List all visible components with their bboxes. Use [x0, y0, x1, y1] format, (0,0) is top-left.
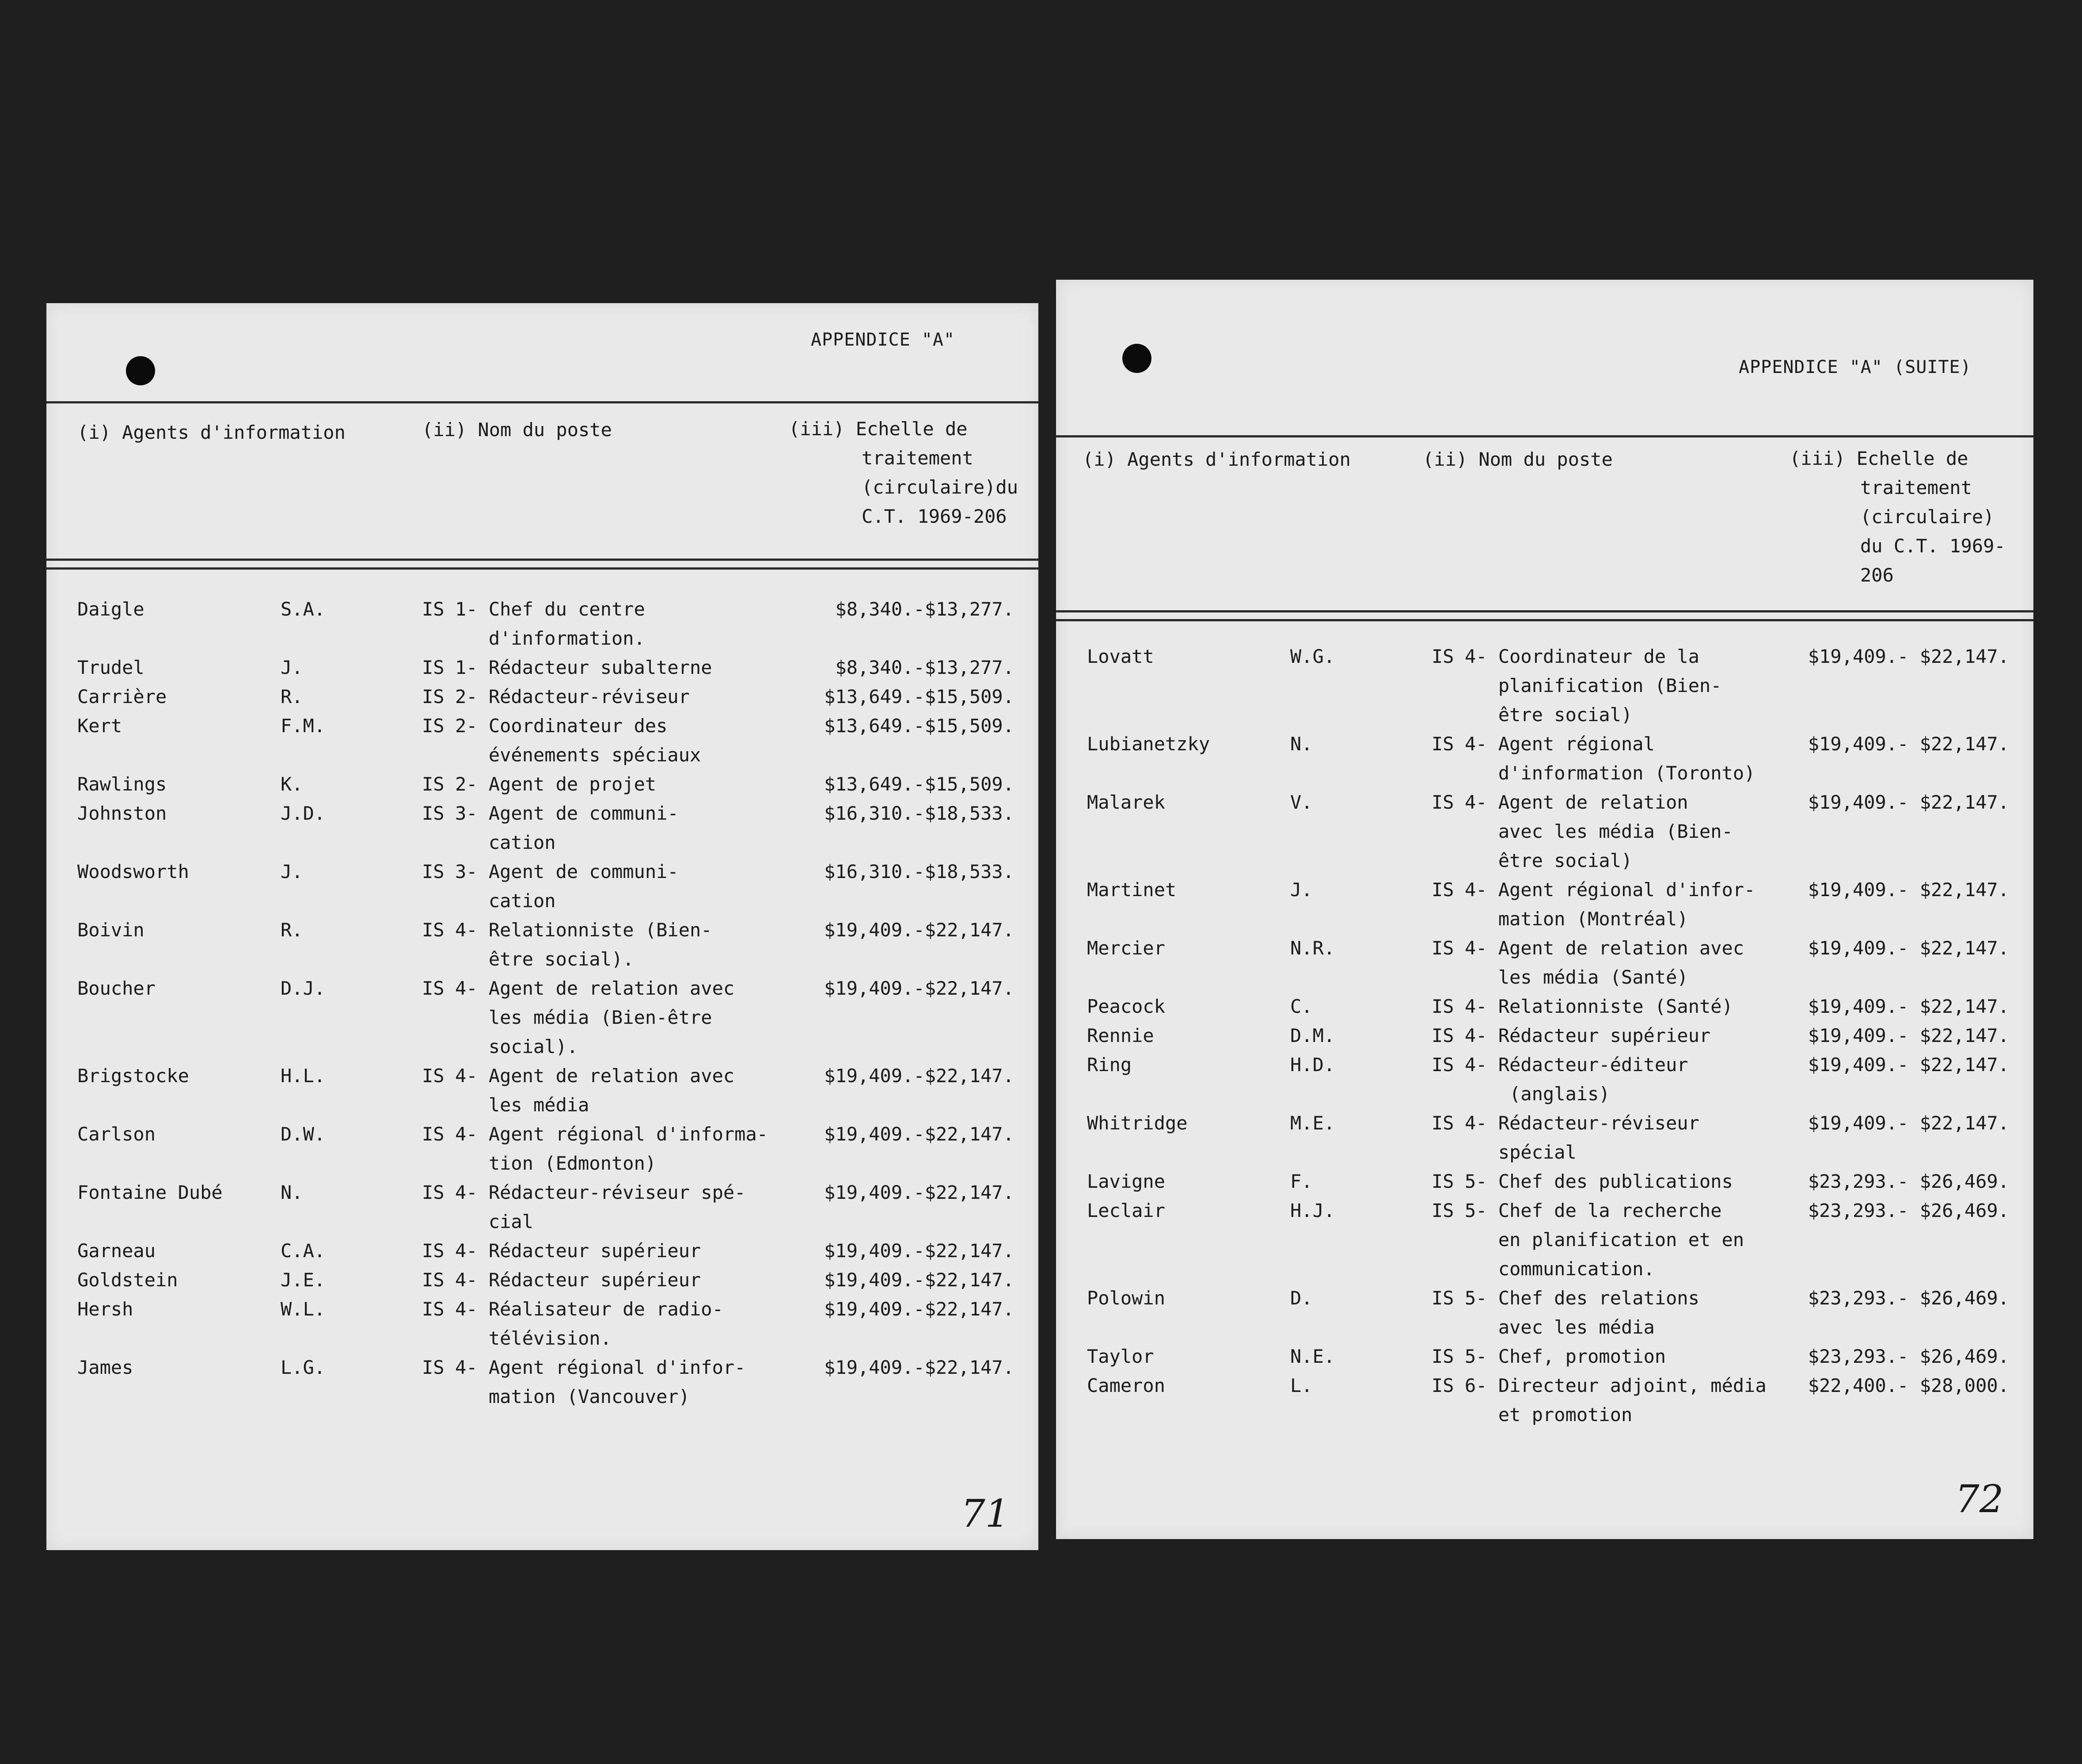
position-title-line: être social): [1465, 704, 1633, 726]
position-title-line: 4- Agent de relation: [1465, 791, 1688, 813]
agent-initials: J.: [281, 657, 303, 678]
position-title-line: événements spéciaux: [455, 744, 701, 766]
header-agents: (i) Agents d'information: [77, 422, 346, 443]
salary-range: $19,409.- $22,147.: [1808, 1054, 2009, 1076]
position-title-line: cation: [455, 890, 556, 912]
agent-initials: L.: [1290, 1375, 1313, 1396]
salary-range: $19,409.- $22,147.: [1808, 646, 2009, 667]
agent-initials: J.E.: [281, 1269, 326, 1291]
position-title-line: être social): [1465, 850, 1633, 871]
position-code: IS: [422, 1269, 445, 1291]
position-title-line: 5- Chef, promotion: [1465, 1346, 1666, 1367]
position-title-line: 4- Agent de relation avec: [455, 1065, 735, 1087]
agent-initials: S.A.: [281, 598, 326, 620]
agent-initials: J.: [281, 861, 303, 882]
position-title-line: 2- Agent de projet: [455, 773, 657, 795]
agent-initials: H.J.: [1290, 1200, 1335, 1221]
position-code: IS: [422, 598, 445, 620]
position-code: IS: [1432, 646, 1454, 667]
agent-name: Brigstocke: [77, 1065, 189, 1087]
agent-initials: H.D.: [1290, 1054, 1335, 1076]
agent-name: Whitridge: [1087, 1112, 1188, 1134]
position-title-line: avec les média (Bien-: [1465, 821, 1733, 842]
header-agents: (i) Agents d'information: [1083, 449, 1351, 470]
agent-initials: D.W.: [281, 1123, 326, 1145]
position-title-line: mation (Montréal): [1465, 908, 1688, 930]
header-salary-3: (circulaire): [1860, 506, 1995, 528]
position-title-line: 4- Rédacteur-réviseur: [1465, 1112, 1700, 1134]
agent-name: Boivin: [77, 919, 144, 941]
position-title-line: télévision.: [455, 1327, 612, 1349]
header-post: (ii) Nom du poste: [1423, 449, 1613, 470]
position-title-line: d'information (Toronto): [1465, 762, 1755, 784]
position-code: IS: [422, 686, 445, 707]
position-title-line: 4- Agent régional d'infor-: [455, 1357, 746, 1378]
position-code: IS: [422, 802, 445, 824]
agent-name: Johnston: [77, 802, 167, 824]
agent-initials: F.: [1290, 1171, 1313, 1192]
agent-name: Carlson: [77, 1123, 156, 1145]
salary-range: $8,340.-$13,277.: [835, 598, 1014, 620]
agent-initials: C.: [1290, 996, 1313, 1017]
header-rule-1: [1056, 610, 2033, 612]
agent-name: Ring: [1087, 1054, 1132, 1076]
position-title-line: 6- Directeur adjoint, média: [1465, 1375, 1767, 1396]
position-title-line: 4- Rédacteur-éditeur: [1465, 1054, 1688, 1076]
position-code: IS: [422, 1123, 445, 1145]
agent-initials: J.: [1290, 879, 1313, 901]
agent-name: Carrière: [77, 686, 167, 707]
position-title-line: en planification et en: [1465, 1229, 1744, 1251]
position-title-line: 4- Agent régional: [1465, 733, 1655, 755]
agent-name: Rawlings: [77, 773, 167, 795]
position-title-line: 3- Agent de communi-: [455, 802, 679, 824]
position-title-line: 4- Coordinateur de la: [1465, 646, 1700, 667]
position-title-line: 4- Rédacteur supérieur: [455, 1240, 701, 1262]
header-rule-2: [1056, 619, 2033, 621]
header-salary-4: C.T. 1969-206: [862, 506, 1007, 527]
agent-name: Peacock: [1087, 996, 1166, 1017]
header-rule-1: [46, 559, 1038, 561]
position-code: IS: [1432, 1287, 1454, 1309]
position-title-line: tion (Edmonton): [455, 1152, 657, 1174]
page-number: 72: [1955, 1477, 2004, 1521]
position-title-line: les média: [455, 1094, 589, 1116]
position-title-line: 4- Agent régional d'infor-: [1465, 879, 1755, 901]
header-salary-5: 206: [1860, 564, 1894, 586]
top-rule: [1056, 435, 2033, 437]
salary-range: $16,310.-$18,533.: [824, 802, 1014, 824]
salary-range: $19,409.-$22,147.: [824, 1357, 1014, 1378]
header-rule-2: [46, 567, 1038, 570]
position-code: IS: [422, 861, 445, 882]
agent-name: Lavigne: [1087, 1171, 1166, 1192]
salary-range: $19,409.- $22,147.: [1808, 791, 2009, 813]
position-code: IS: [422, 773, 445, 795]
position-title-line: avec les média: [1465, 1316, 1655, 1338]
agent-name: Fontaine Dubé: [77, 1182, 223, 1203]
agent-initials: N.E.: [1290, 1346, 1335, 1367]
salary-range: $8,340.-$13,277.: [835, 657, 1014, 678]
position-code: IS: [1432, 1025, 1454, 1046]
position-code: IS: [1432, 1200, 1454, 1221]
agent-name: Rennie: [1087, 1025, 1154, 1046]
header-salary-2: traitement: [1860, 477, 1972, 498]
position-code: IS: [1432, 791, 1454, 813]
header-post: (ii) Nom du poste: [422, 419, 612, 441]
position-code: IS: [1432, 1054, 1454, 1076]
position-title-line: 4- Rédacteur supérieur: [455, 1269, 701, 1291]
left-page: [46, 303, 1038, 1550]
position-title-line: 4- Agent de relation avec: [455, 977, 735, 999]
agent-initials: C.A.: [281, 1240, 326, 1262]
position-title-line: communication.: [1465, 1258, 1655, 1280]
salary-range: $19,409.-$22,147.: [824, 1298, 1014, 1320]
position-code: IS: [422, 1298, 445, 1320]
agent-name: Mercier: [1087, 937, 1166, 959]
salary-range: $16,310.-$18,533.: [824, 861, 1014, 882]
salary-range: $19,409.- $22,147.: [1808, 937, 2009, 959]
position-code: IS: [422, 1065, 445, 1087]
agent-initials: N.: [1290, 733, 1313, 755]
salary-range: $13,649.-$15,509.: [824, 773, 1014, 795]
position-code: IS: [422, 1240, 445, 1262]
agent-name: Taylor: [1087, 1346, 1154, 1367]
position-code: IS: [1432, 1171, 1454, 1192]
position-title-line: 4- Agent régional d'informa-: [455, 1123, 768, 1145]
agent-initials: M.E.: [1290, 1112, 1335, 1134]
position-title-line: 2- Coordinateur des: [455, 715, 668, 737]
header-salary-1: (iii) Echelle de: [789, 418, 968, 440]
salary-range: $19,409.- $22,147.: [1808, 1025, 2009, 1046]
agent-name: Goldstein: [77, 1269, 178, 1291]
agent-initials: N.: [281, 1182, 303, 1203]
agent-initials: W.G.: [1290, 646, 1335, 667]
agent-name: Martinet: [1087, 879, 1177, 901]
header-salary-4: du C.T. 1969-: [1860, 535, 2006, 557]
salary-range: $19,409.-$22,147.: [824, 1240, 1014, 1262]
agent-name: Kert: [77, 715, 122, 737]
position-code: IS: [422, 919, 445, 941]
punch-hole: [126, 356, 155, 385]
position-code: IS: [422, 1182, 445, 1203]
position-title-line: 1- Rédacteur subalterne: [455, 657, 712, 678]
salary-range: $23,293.- $26,469.: [1808, 1287, 2009, 1309]
agent-name: Garneau: [77, 1240, 156, 1262]
position-code: IS: [422, 977, 445, 999]
position-title-line: être social).: [455, 948, 634, 970]
position-title-line: 2- Rédacteur-réviseur: [455, 686, 690, 707]
position-title-line: 3- Agent de communi-: [455, 861, 679, 882]
position-title-line: 4- Rédacteur-réviseur spé-: [455, 1182, 746, 1203]
agent-name: Hersh: [77, 1298, 133, 1320]
position-title-line: 5- Chef de la recherche: [1465, 1200, 1722, 1221]
position-code: IS: [422, 657, 445, 678]
header-salary-2: traitement: [862, 447, 973, 469]
agent-name: Malarek: [1087, 791, 1166, 813]
agent-initials: L.G.: [281, 1357, 326, 1378]
salary-range: $22,400.- $28,000.: [1808, 1375, 2009, 1396]
agent-name: Polowin: [1087, 1287, 1166, 1309]
agent-name: Lubianetzky: [1087, 733, 1210, 755]
salary-range: $19,409.-$22,147.: [824, 1123, 1014, 1145]
position-title-line: cation: [455, 832, 556, 853]
salary-range: $19,409.-$22,147.: [824, 1065, 1014, 1087]
position-title-line: 4- Relationniste (Santé): [1465, 996, 1733, 1017]
position-title-line: spécial: [1465, 1141, 1577, 1163]
salary-range: $19,409.- $22,147.: [1808, 1112, 2009, 1134]
position-title-line: 1- Chef du centre: [455, 598, 645, 620]
agent-initials: D.M.: [1290, 1025, 1335, 1046]
position-code: IS: [1432, 1112, 1454, 1134]
header-salary-1: (iii) Echelle de: [1789, 448, 1968, 469]
position-title-line: 5- Chef des publications: [1465, 1171, 1733, 1192]
agent-initials: H.L.: [281, 1065, 326, 1087]
appendix-title: APPENDICE "A": [811, 330, 955, 350]
salary-range: $19,409.-$22,147.: [824, 977, 1014, 999]
agent-name: Boucher: [77, 977, 156, 999]
position-title-line: mation (Vancouver): [455, 1386, 690, 1407]
position-title-line: et promotion: [1465, 1404, 1633, 1426]
position-title-line: 4- Rédacteur supérieur: [1465, 1025, 1711, 1046]
salary-range: $19,409.- $22,147.: [1808, 879, 2009, 901]
agent-name: Daigle: [77, 598, 144, 620]
agent-initials: D.: [1290, 1287, 1313, 1309]
agent-name: James: [77, 1357, 133, 1378]
position-code: IS: [1432, 996, 1454, 1017]
position-code: IS: [1432, 733, 1454, 755]
position-title-line: 5- Chef des relations: [1465, 1287, 1700, 1309]
salary-range: $23,293.- $26,469.: [1808, 1346, 2009, 1367]
header-salary-3: (circulaire)du: [862, 476, 1018, 498]
appendix-title: APPENDICE "A" (SUITE): [1739, 357, 1972, 377]
page-number: 71: [961, 1492, 1010, 1536]
agent-initials: N.R.: [1290, 937, 1335, 959]
position-title-line: planification (Bien-: [1465, 675, 1722, 696]
position-code: IS: [422, 1357, 445, 1378]
position-title-line: 4- Agent de relation avec: [1465, 937, 1744, 959]
salary-range: $13,649.-$15,509.: [824, 715, 1014, 737]
agent-initials: V.: [1290, 791, 1313, 813]
agent-initials: R.: [281, 919, 303, 941]
punch-hole: [1122, 344, 1151, 373]
agent-name: Leclair: [1087, 1200, 1166, 1221]
agent-name: Cameron: [1087, 1375, 1166, 1396]
salary-range: $19,409.- $22,147.: [1808, 733, 2009, 755]
position-title-line: d'information.: [455, 627, 645, 649]
salary-range: $19,409.- $22,147.: [1808, 996, 2009, 1017]
position-title-line: (anglais): [1465, 1083, 1610, 1105]
salary-range: $19,409.-$22,147.: [824, 919, 1014, 941]
position-title-line: 4- Relationniste (Bien-: [455, 919, 712, 941]
position-code: IS: [1432, 1375, 1454, 1396]
position-code: IS: [1432, 879, 1454, 901]
position-title-line: cial: [455, 1211, 534, 1232]
position-title-line: social).: [455, 1036, 578, 1057]
agent-initials: D.J.: [281, 977, 326, 999]
salary-range: $19,409.-$22,147.: [824, 1269, 1014, 1291]
salary-range: $23,293.- $26,469.: [1808, 1200, 2009, 1221]
agent-name: Woodsworth: [77, 861, 189, 882]
salary-range: $23,293.- $26,469.: [1808, 1171, 2009, 1192]
agent-initials: F.M.: [281, 715, 326, 737]
agent-name: Trudel: [77, 657, 144, 678]
top-rule: [46, 401, 1038, 403]
position-title-line: les média (Santé): [1465, 966, 1688, 988]
agent-name: Lovatt: [1087, 646, 1154, 667]
position-code: IS: [1432, 937, 1454, 959]
agent-initials: W.L.: [281, 1298, 326, 1320]
agent-initials: R.: [281, 686, 303, 707]
agent-initials: K.: [281, 773, 303, 795]
salary-range: $13,649.-$15,509.: [824, 686, 1014, 707]
position-code: IS: [422, 715, 445, 737]
right-page: [1056, 280, 2033, 1539]
position-title-line: 4- Réalisateur de radio-: [455, 1298, 723, 1320]
position-title-line: les média (Bien-être: [455, 1007, 712, 1028]
salary-range: $19,409.-$22,147.: [824, 1182, 1014, 1203]
position-code: IS: [1432, 1346, 1454, 1367]
agent-initials: J.D.: [281, 802, 326, 824]
